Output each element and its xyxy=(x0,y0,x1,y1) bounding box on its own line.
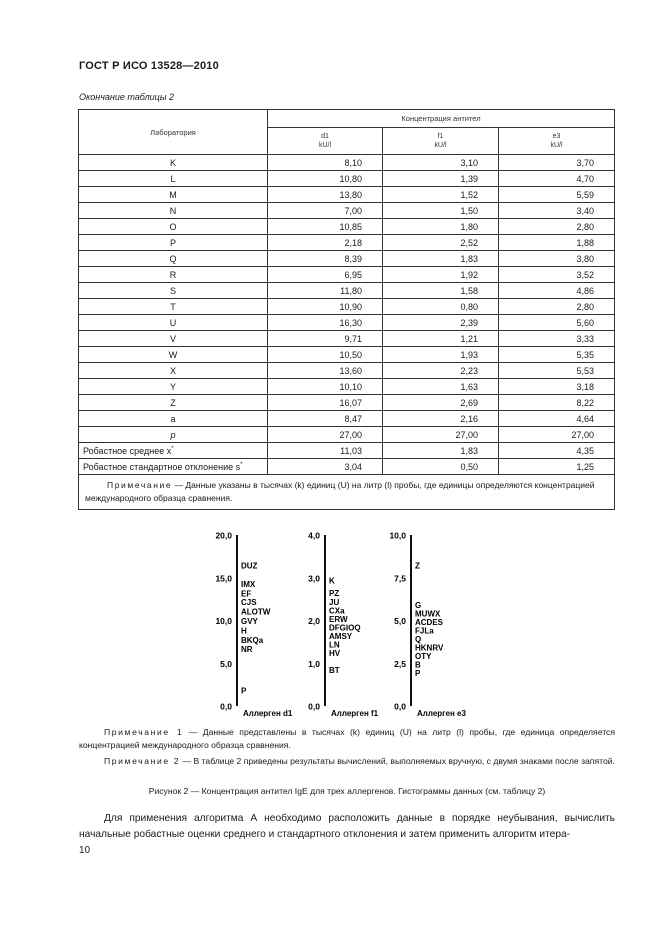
value-cell: 8,22 xyxy=(499,395,615,411)
histogram-label: Q xyxy=(415,634,422,644)
lab-cell: L xyxy=(79,171,268,187)
column-name: d1 xyxy=(321,133,329,140)
value-cell: 7,00 xyxy=(268,203,383,219)
lab-cell: U xyxy=(79,315,268,331)
panel-title: Аллерген e3 xyxy=(417,709,466,718)
table-row xyxy=(79,347,615,363)
table-caption: Окончание таблицы 2 xyxy=(79,92,174,102)
stat-value: 0,50 xyxy=(383,459,499,475)
antibody-table xyxy=(78,109,615,510)
value-cell: 1,88 xyxy=(499,235,615,251)
standard-header: ГОСТ Р ИСО 13528—2010 xyxy=(79,60,219,72)
histogram-label: B xyxy=(415,660,421,670)
column-unit: kU/l xyxy=(434,142,447,149)
note2-text: — В таблице 2 приведены результаты вычислений, выполняемых вручную, с двумя знаками после запятой. xyxy=(180,756,615,766)
tick-label: 1,0 xyxy=(308,658,320,669)
lab-cell: K xyxy=(79,155,268,171)
note1-label: Примечание 1 xyxy=(104,727,184,737)
table-note-row xyxy=(79,475,615,510)
value-cell: 4,70 xyxy=(499,171,615,187)
histogram-label: EF xyxy=(241,589,252,599)
lab-cell: p xyxy=(79,427,268,443)
value-cell: 1,93 xyxy=(383,347,499,363)
lab-cell: W xyxy=(79,347,268,363)
stat-value: 3,04 xyxy=(268,459,383,475)
table-row xyxy=(79,219,615,235)
tick-label: 0,0 xyxy=(394,701,406,712)
table-row xyxy=(79,235,615,251)
robust-mean-row-label xyxy=(79,443,268,459)
lab-cell: X xyxy=(79,363,268,379)
note-label: Примечание xyxy=(107,480,173,490)
table-row xyxy=(79,395,615,411)
value-cell: 2,23 xyxy=(383,363,499,379)
value-cell: 10,85 xyxy=(268,219,383,235)
lab-cell: Y xyxy=(79,379,268,395)
tick-label: 0,0 xyxy=(220,701,232,712)
histogram-label: OTY xyxy=(415,652,432,662)
table-note xyxy=(79,475,615,510)
value-cell: 10,50 xyxy=(268,347,383,363)
concentration-header: Концентрация антител xyxy=(268,110,615,128)
value-cell: 3,10 xyxy=(383,155,499,171)
note2-label: Примечание 2 xyxy=(104,756,181,766)
value-cell: 13,60 xyxy=(268,363,383,379)
stat-value: 4,35 xyxy=(499,443,615,459)
figure-caption: Рисунок 2 — Концентрация антител IgE для трех аллергенов. Гистограммы данных (см. таблицу 2) xyxy=(148,786,546,796)
value-cell: 1,50 xyxy=(383,203,499,219)
lab-cell: V xyxy=(79,331,268,347)
value-cell: 2,80 xyxy=(499,219,615,235)
table-row xyxy=(79,155,615,171)
value-cell: 4,64 xyxy=(499,411,615,427)
stat-label: Робастное стандартное отклонение s xyxy=(83,461,241,472)
column-name: f1 xyxy=(437,133,444,140)
value-cell: 3,33 xyxy=(499,331,615,347)
stat-value: 1,25 xyxy=(499,459,615,475)
table-row xyxy=(79,283,615,299)
value-cell: 0,80 xyxy=(383,299,499,315)
tick-label: 0,0 xyxy=(308,701,320,712)
column-header-d1 xyxy=(268,128,383,155)
panel-title: Аллерген d1 xyxy=(243,709,293,718)
value-cell: 27,00 xyxy=(499,427,615,443)
table-row xyxy=(79,315,615,331)
histogram-label: DFGIOQ xyxy=(329,623,361,633)
value-cell: 8,39 xyxy=(268,251,383,267)
histogram-panel-3 xyxy=(389,531,466,719)
body-paragraph: Для применения алгоритма А необходимо расположить данные в порядке неубывания, вычислить начальные робастные оценки среднего и стандартного отклонения и затем применить алгоритм итера- xyxy=(79,813,615,840)
value-cell: 13,80 xyxy=(268,187,383,203)
value-cell: 8,47 xyxy=(268,411,383,427)
table-row xyxy=(79,331,615,347)
value-cell: 3,70 xyxy=(499,155,615,171)
value-cell: 8,10 xyxy=(268,155,383,171)
column-unit: kU/l xyxy=(318,142,332,149)
histogram-label: ERW xyxy=(329,614,348,624)
tick-label: 2,0 xyxy=(308,616,320,626)
tick-label: 7,5 xyxy=(394,573,406,584)
tick-label: 5,0 xyxy=(394,616,406,626)
page-number: 10 xyxy=(79,845,91,856)
value-cell: 6,95 xyxy=(268,267,383,283)
value-cell: 10,10 xyxy=(268,379,383,395)
histogram-label: ALOTW xyxy=(241,607,271,617)
histogram-label: BT xyxy=(329,666,340,676)
value-cell: 3,18 xyxy=(499,379,615,395)
lab-cell: T xyxy=(79,299,268,315)
table-row xyxy=(79,171,615,187)
value-cell: 5,60 xyxy=(499,315,615,331)
histogram-label: PZ xyxy=(329,589,340,599)
tick-label: 5,0 xyxy=(220,658,232,669)
column-header-f1 xyxy=(383,128,499,155)
table-row xyxy=(79,267,615,283)
histogram-label: P xyxy=(415,669,421,679)
value-cell: 2,52 xyxy=(383,235,499,251)
lab-cell: a xyxy=(79,411,268,427)
value-cell: 1,39 xyxy=(383,171,499,187)
column-unit: kU/l xyxy=(550,142,563,149)
figure-note-1 xyxy=(79,726,615,752)
value-cell: 1,92 xyxy=(383,267,499,283)
value-cell: 1,52 xyxy=(383,187,499,203)
lab-column-header: Лаборатория xyxy=(79,110,268,155)
value-cell: 27,00 xyxy=(268,427,383,443)
table-row xyxy=(79,379,615,395)
column-header-e3 xyxy=(499,128,615,155)
value-cell: 1,58 xyxy=(383,283,499,299)
histogram-panel-2 xyxy=(308,531,379,719)
table-row xyxy=(79,427,615,443)
table-row xyxy=(79,299,615,315)
value-cell: 9,71 xyxy=(268,331,383,347)
histogram-label: Z xyxy=(415,561,420,571)
lab-cell: Q xyxy=(79,251,268,267)
tick-label: 20,0 xyxy=(215,530,232,541)
value-cell: 1,80 xyxy=(383,219,499,235)
tick-label: 4,0 xyxy=(308,530,320,541)
robust-sd-row-label xyxy=(79,459,268,475)
tick-label: 3,0 xyxy=(308,573,320,584)
histogram-label: HV xyxy=(329,649,341,659)
value-cell: 11,80 xyxy=(268,283,383,299)
histogram-figure xyxy=(190,525,500,720)
note-text: — Данные указаны в тысячах (k) единиц (U) на литр (l) пробы, где единицы определяются концентрацией международного образца сравнения. xyxy=(85,480,595,503)
figure-note-2 xyxy=(79,755,615,768)
panel-title: Аллерген f1 xyxy=(331,709,379,718)
value-cell: 1,21 xyxy=(383,331,499,347)
value-cell: 10,90 xyxy=(268,299,383,315)
value-cell: 3,40 xyxy=(499,203,615,219)
column-name: e3 xyxy=(552,133,561,140)
tick-label: 15,0 xyxy=(215,573,232,584)
histogram-label: LN xyxy=(329,640,340,650)
histogram-label: ACDES xyxy=(415,617,444,627)
stat-superscript: * xyxy=(240,461,243,468)
histogram-panel-1 xyxy=(215,531,292,719)
lab-cell: M xyxy=(79,187,268,203)
histogram-label: AMSY xyxy=(329,631,353,641)
histogram-label: CJS xyxy=(241,598,257,608)
histogram-label: CXa xyxy=(329,606,345,616)
histogram-label: K xyxy=(329,576,335,586)
lab-cell: S xyxy=(79,283,268,299)
value-cell: 3,80 xyxy=(499,251,615,267)
tick-label: 10,0 xyxy=(215,616,232,626)
value-cell: 1,63 xyxy=(383,379,499,395)
table-body xyxy=(79,155,615,510)
table-row xyxy=(79,187,615,203)
note1-text: — Данные представлены в тысячах (k) единиц (U) на литр (l) пробы, где единица определяется концентрацией международного образца сравнения. xyxy=(79,727,615,750)
histogram-label: MUWX xyxy=(415,609,441,619)
value-cell: 10,80 xyxy=(268,171,383,187)
stat-superscript: * xyxy=(171,445,174,452)
histogram-label: HKNRV xyxy=(415,643,444,653)
value-cell: 4,86 xyxy=(499,283,615,299)
robust-mean-row xyxy=(79,443,615,459)
table-row xyxy=(79,251,615,267)
histogram-label: P xyxy=(241,686,247,696)
robust-sd-row xyxy=(79,459,615,475)
histogram-label: G xyxy=(415,600,422,610)
value-cell: 16,30 xyxy=(268,315,383,331)
lab-cell: Z xyxy=(79,395,268,411)
histogram-label: GVY xyxy=(241,617,258,626)
histogram-label: FJLa xyxy=(415,626,434,636)
value-cell: 3,52 xyxy=(499,267,615,283)
value-cell: 5,59 xyxy=(499,187,615,203)
value-cell: 27,00 xyxy=(383,427,499,443)
tick-label: 2,5 xyxy=(394,658,406,669)
histogram-label: NR xyxy=(241,645,253,655)
lab-cell: N xyxy=(79,203,268,219)
histogram-label: IMX xyxy=(241,580,256,590)
histogram-label: DUZ xyxy=(241,561,258,571)
lab-cell: P xyxy=(79,235,268,251)
stat-label: Робастное среднее x xyxy=(83,445,172,456)
tick-label: 10,0 xyxy=(389,530,406,541)
value-cell: 2,80 xyxy=(499,299,615,315)
value-cell: 2,18 xyxy=(268,235,383,251)
lab-cell: R xyxy=(79,267,268,283)
value-cell: 2,69 xyxy=(383,395,499,411)
value-cell: 16,07 xyxy=(268,395,383,411)
histogram-label: H xyxy=(241,626,247,636)
stat-value: 11,03 xyxy=(268,443,383,459)
value-cell: 5,53 xyxy=(499,363,615,379)
value-cell: 2,16 xyxy=(383,411,499,427)
stat-value: 1,83 xyxy=(383,443,499,459)
histogram-label: JU xyxy=(329,597,340,607)
table-row xyxy=(79,203,615,219)
value-cell: 2,39 xyxy=(383,315,499,331)
table-row xyxy=(79,363,615,379)
value-cell: 5,35 xyxy=(499,347,615,363)
histogram-label: BKQa xyxy=(241,635,264,645)
lab-cell: O xyxy=(79,219,268,235)
table-row xyxy=(79,411,615,427)
value-cell: 1,83 xyxy=(383,251,499,267)
